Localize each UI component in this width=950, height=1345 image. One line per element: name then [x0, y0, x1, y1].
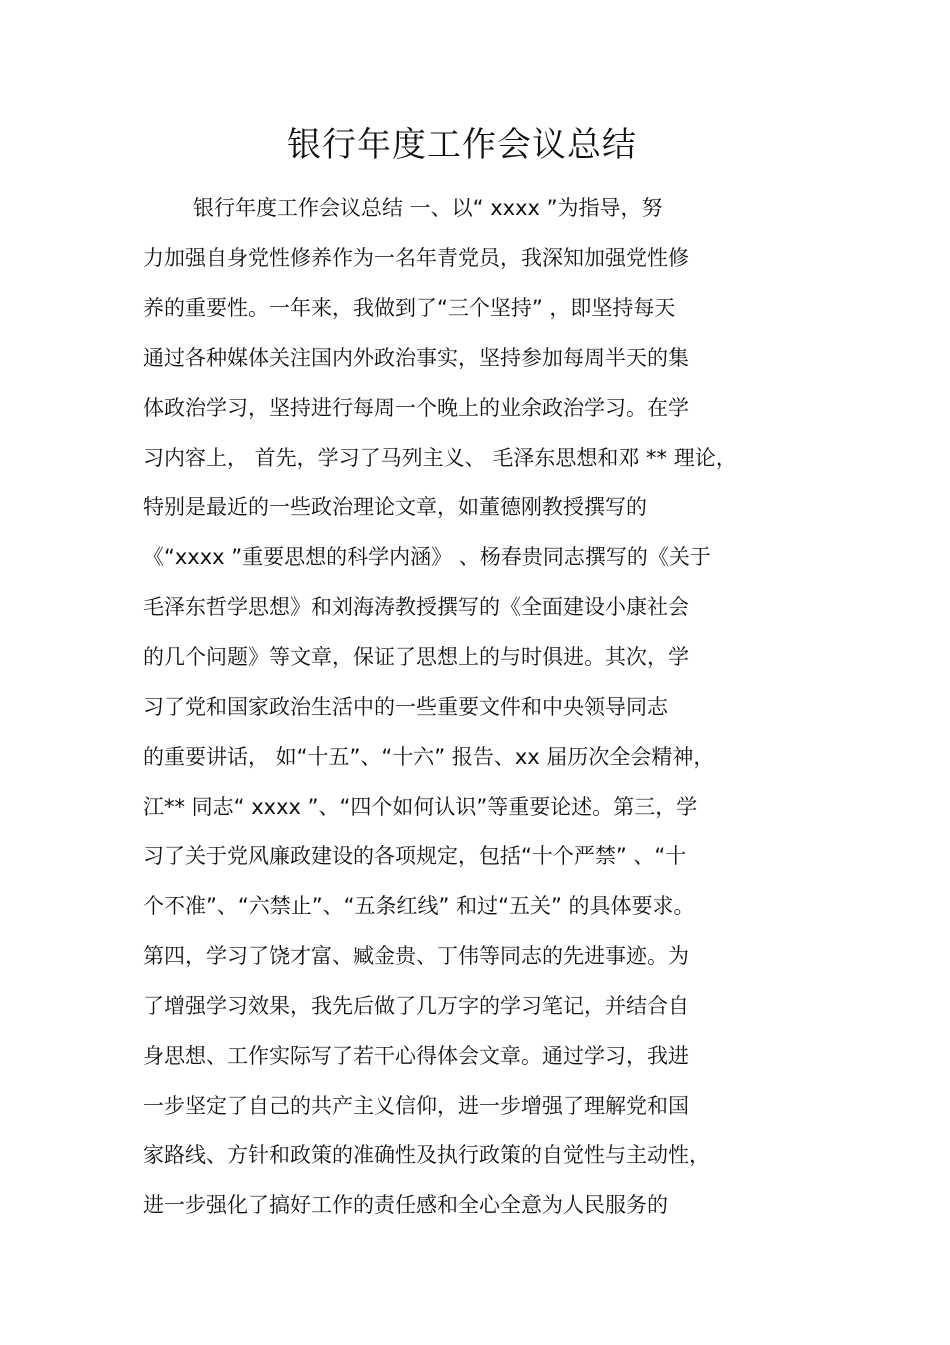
body-line: 身思想、工作实际写了若干心得体会文章。通过学习，我进	[143, 1044, 689, 1068]
body-line: 习内容上， 首先，学习了马列主义、 毛泽东思想和邓 ** 理论，	[143, 446, 737, 470]
body-line: 家路线、方针和政策的准确性及执行政策的自觉性与主动性，	[143, 1143, 710, 1167]
body-line: 进一步强化了搞好工作的责任感和全心全意为人民服务的	[143, 1193, 668, 1217]
body-line: 第四，学习了饶才富、臧金贵、丁伟等同志的先进事迹。为	[143, 944, 689, 968]
body-line: 特别是最近的一些政治理论文章，如董德刚教授撰写的	[143, 495, 647, 519]
body-line: 毛泽东哲学思想》和刘海涛教授撰写的《全面建设小康社会	[143, 595, 689, 619]
document-title: 银行年度工作会议总结	[287, 125, 637, 165]
body-line: 习了党和国家政治生活中的一些重要文件和中央领导同志	[143, 695, 668, 719]
body-line: 通过各种媒体关注国内外政治事实，坚持参加每周半天的集	[143, 346, 689, 370]
body-line: 江** 同志“ xxxx ”、“四个如何认识”等重要论述。第三，学	[143, 795, 698, 819]
body-line: 的几个问题》等文章，保证了思想上的与时俱进。其次，学	[143, 645, 689, 669]
body-line: 个不准”、“六禁止”、“五条红线” 和过“五关” 的具体要求。	[143, 894, 695, 918]
body-line: 的重要讲话， 如“十五”、“十六” 报告、xx 届历次全会精神，	[143, 745, 715, 769]
body-line: 力加强自身党性修养作为一名年青党员，我深知加强党性修	[143, 246, 689, 270]
body-line: 银行年度工作会议总结 一、以“ xxxx ”为指导，努	[193, 196, 663, 220]
body-line: 养的重要性。一年来，我做到了“三个坚持” ，即坚持每天	[143, 296, 676, 320]
body-line: 《“xxxx ”重要思想的科学内涵》 、杨春贵同志撰写的《关于	[143, 545, 711, 569]
body-line: 习了关于党风廉政建设的各项规定，包括“十个严禁” 、“十	[143, 844, 687, 868]
body-line: 体政治学习，坚持进行每周一个晚上的业余政治学习。在学	[143, 396, 689, 420]
body-line: 一步坚定了自己的共产主义信仰，进一步增强了理解党和国	[143, 1094, 689, 1118]
body-line: 了增强学习效果，我先后做了几万字的学习笔记，并结合自	[143, 994, 689, 1018]
